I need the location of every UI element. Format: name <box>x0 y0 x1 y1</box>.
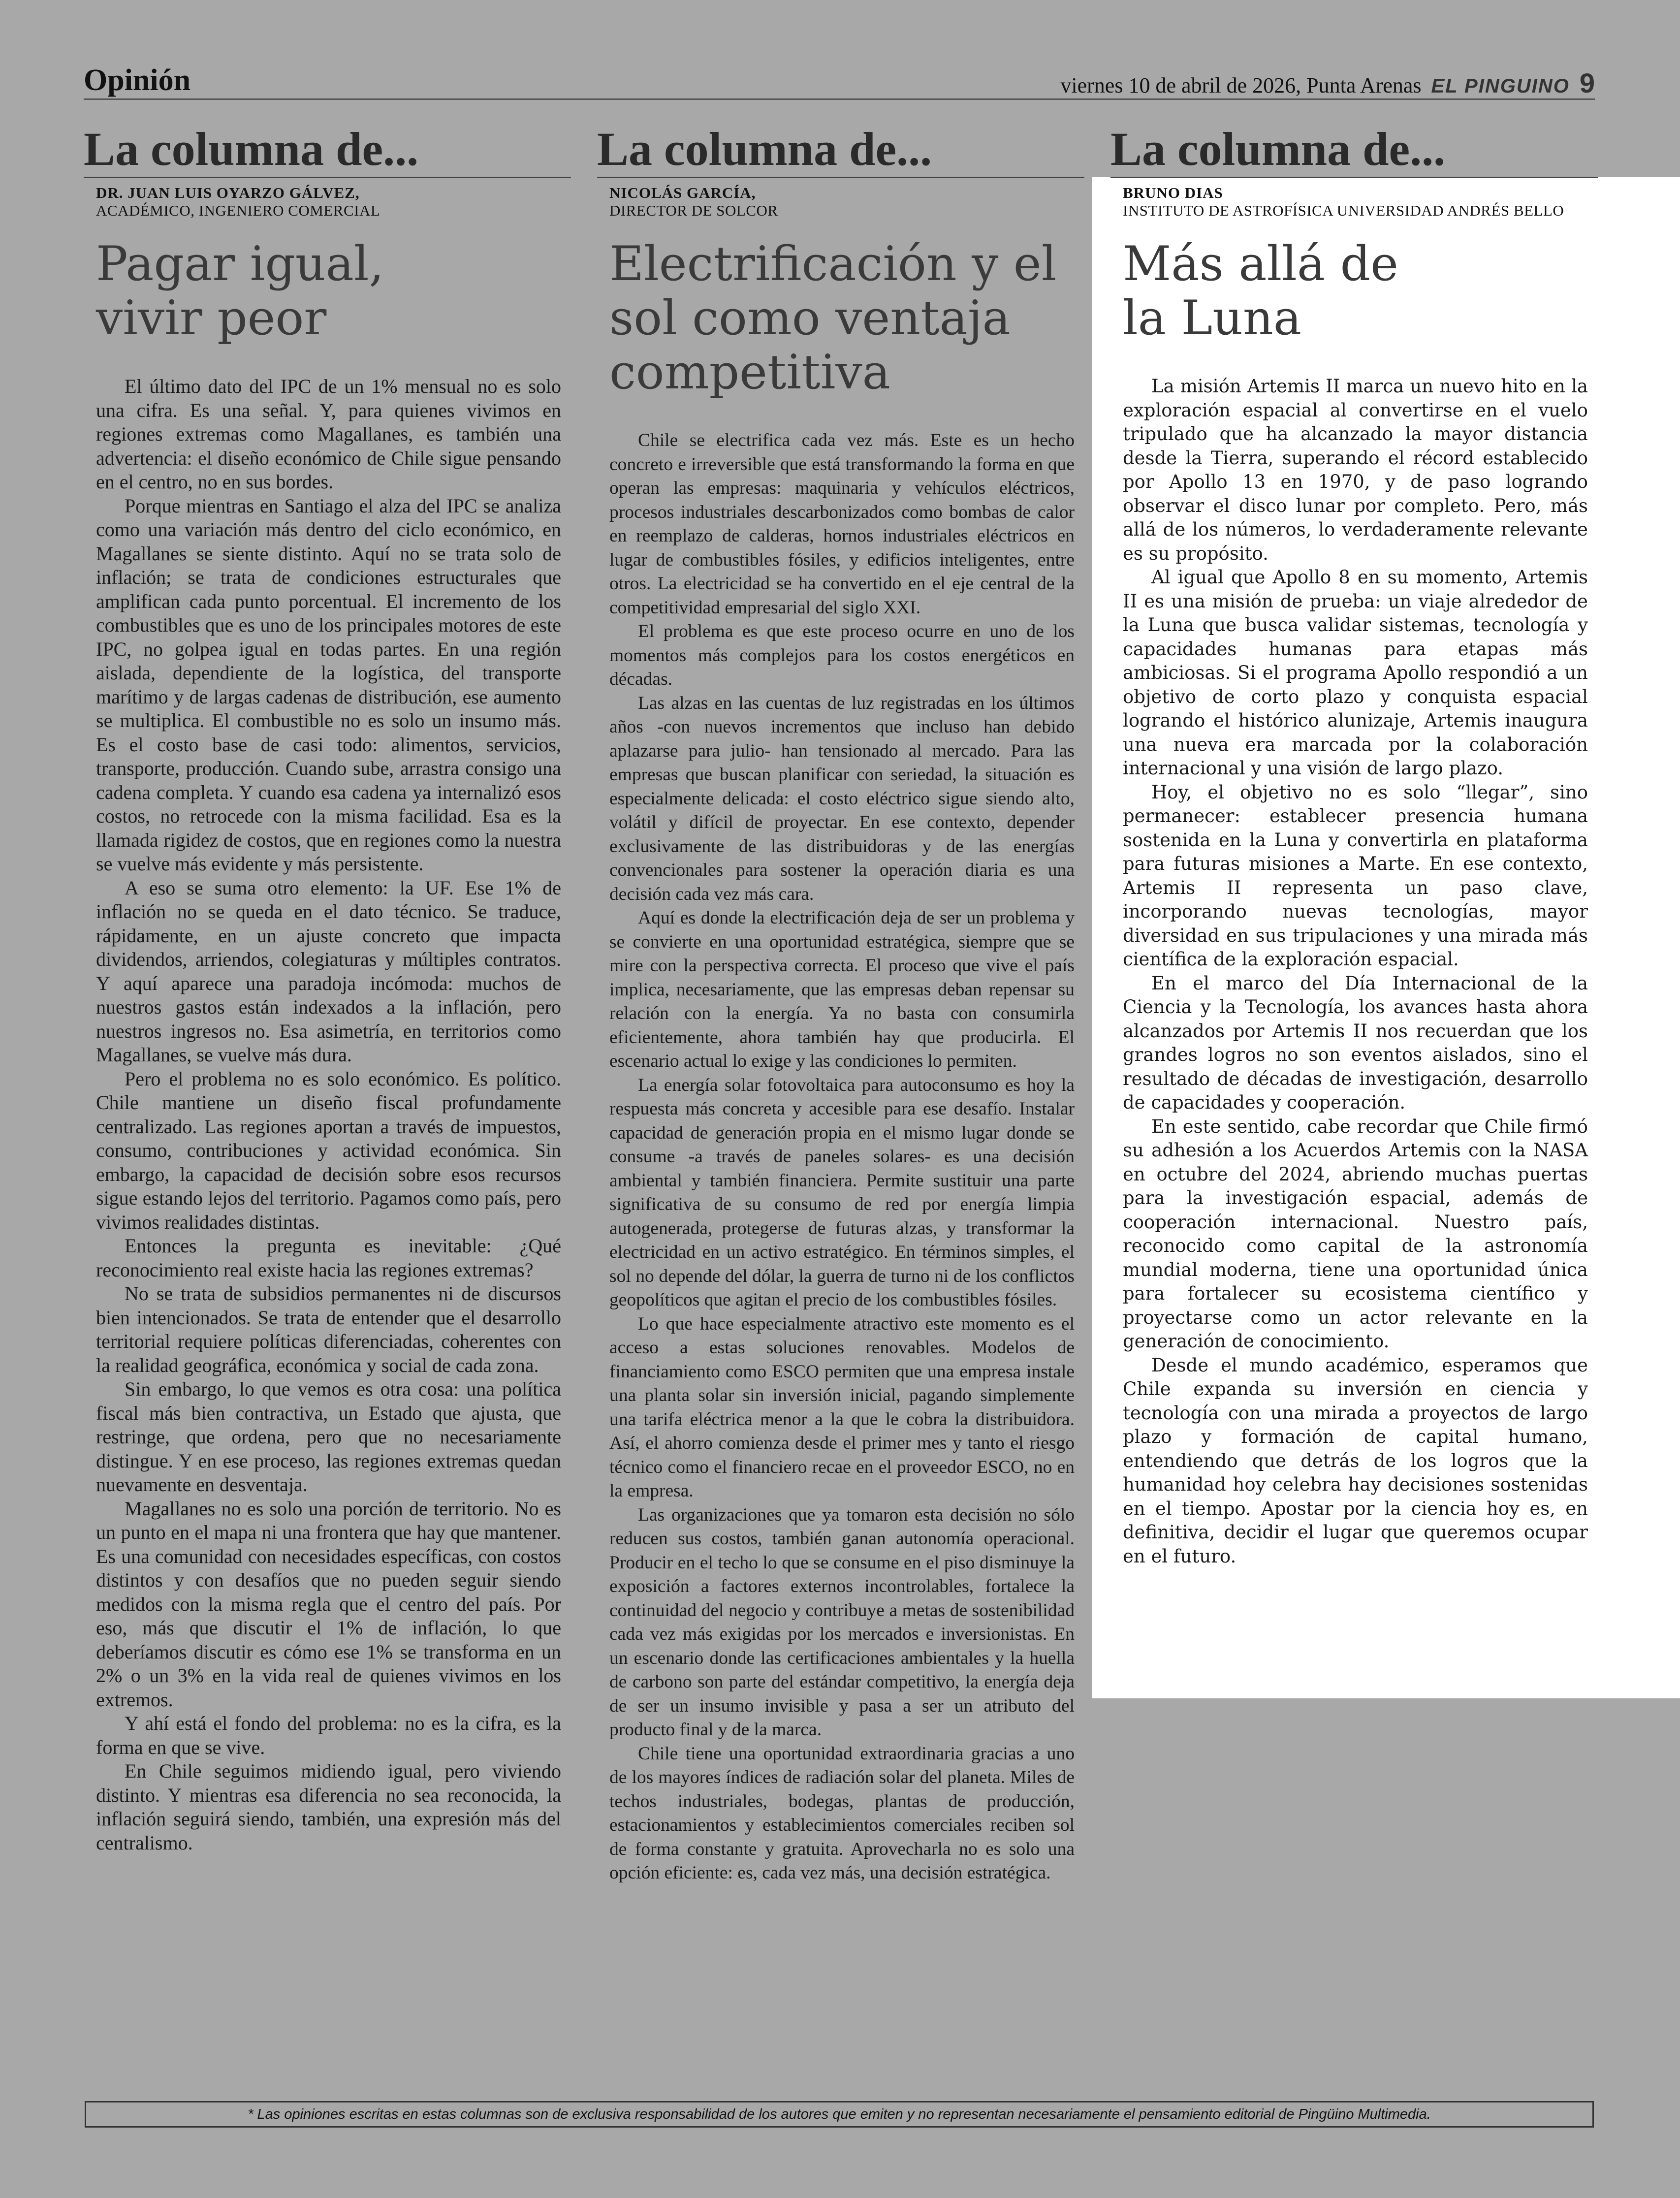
paragraph: Magallanes no es solo una porción de territorio. No es un punto en el mapa ni una frontera que hay que mantener. Es una comunidad con necesidades específicas, con costos distintos y con desafíos que no pueden seguir siendo medidos con la misma regla que el centro del país. Por eso, más que discutir el 1% de inflación, lo que deberíamos discutir es cómo ese 1% se transforma en un 2% o un 3% en la vida real de quienes vivimos en los extremos. <box>96 1497 561 1711</box>
column-kicker: La columna de... <box>597 126 1084 178</box>
paragraph: Las organizaciones que ya tomaron esta decisión no sólo reducen sus costos, también ganan autonomía operacional. Producir en el techo lo que se consume en el piso disminuye la exposición a factores externos incontrolables, fortalece la continuidad del negocio y contribuye a metas de sostenibilidad cada vez más exigidas por los mercados e inversionistas. En un escenario donde las certificaciones ambientales y la huella de carbono son parte del estándar competitivo, la energía deja de ser un insumo invisible y pasa a ser un atributo del producto final y de la marca. <box>609 1504 1075 1740</box>
issue-date: viernes 10 de abril de 2026, Punta Arenas <box>1060 73 1422 97</box>
author-role: ACADÉMICO, INGENIERO COMERCIAL <box>96 202 380 219</box>
paragraph: En Chile seguimos midiendo igual, pero viviendo distinto. Y mientras esa diferencia no sea reconocida, la inflación seguirá siendo, también, una expresión más del centralismo. <box>96 1760 561 1854</box>
article-headline <box>96 237 571 345</box>
paragraph: Porque mientras en Santiago el alza del IPC se analiza como una variación más dentro del ciclo económico, en Magallanes se siente distinto. Aquí no se trata solo de inflación; se trata de condiciones estructurales que amplifican cada punto porcentual. El incremento de los combustibles que es uno de los principales motores de este IPC, no golpea igual en todas partes. En una región aislada, dependiente de la logística, del transporte marítimo y de largas cadenas de distribución, ese aumento se multiplica. El combustible no es solo un insumo más. Es el costo base de casi todo: alimentos, servicios, transporte, producción. Cuando sube, arrastra consigo una cadena completa. Y cuando esa cadena ya internalizó esos costos, no retrocede con la misma facilidad. Esa es la llamada rigidez de costos, que en regiones como la nuestra se vuelve más evidente y más persistente. <box>96 494 561 875</box>
article-body <box>1123 375 1588 1568</box>
article-headline <box>1123 237 1598 345</box>
opinion-column-2 <box>597 123 1084 1885</box>
paragraph: Aquí es donde la electrificación deja de ser un problema y se convierte en una oportunidad estratégica, siempre que se mire con la perspectiva correcta. El proceso que vive el país implica, necesariamente, que las empresas deban repensar su relación con la energía. Ya no basta con consumirla eficientemente, ahora también hay que producirla. El escenario actual lo exige y las condiciones lo permiten. <box>609 908 1075 1071</box>
author-role: INSTITUTO DE ASTROFÍSICA UNIVERSIDAD ANDRÉS BELLO <box>1123 202 1564 219</box>
paragraph: El último dato del IPC de un 1% mensual no es solo una cifra. Es una señal. Y, para quienes vivimos en regiones extremas como Magallanes, es también una advertencia: el diseño económico de Chile sigue pensando en el centro, no en sus bordes. <box>96 375 561 493</box>
paragraph: Las alzas en las cuentas de luz registradas en los últimos años -con nuevos incrementos que incluso han debido aplazarse para julio- han tensionado al mercado. Para las empresas que buscan planificar con seriedad, la situación es especialmente delicada: el costo eléctrico sigue siendo alto, volátil y difícil de proyectar. En ese contexto, depender exclusivamente de las distribuidoras y de las energías convencionales para sostener la operación diaria es una decisión cada vez más cara. <box>609 693 1075 904</box>
date-line <box>1060 67 1595 99</box>
paragraph: El problema es que este proceso ocurre en uno de los momentos más complejos para los costos energéticos en décadas. <box>609 621 1075 689</box>
paragraph: Lo que hace especialmente atractivo este momento es el acceso a estas soluciones renovables. Modelos de financiamiento como ESCO permiten que una empresa instale una planta solar sin inversión inicial, pagando simplemente una tarifa eléctrica menor a la que le cobra la distribuidora. Así, el ahorro comienza desde el primer mes y tanto el riesgo técnico como el financiero recae en el proveedor ESCO, no en la empresa. <box>609 1313 1075 1501</box>
paragraph: La energía solar fotovoltaica para autoconsumo es hoy la respuesta más concreta y accesible para ese desafío. Instalar capacidad de generación propia en el mismo lugar donde se consume -a través de paneles solares- es una decisión ambiental y también financiera. Permite sustituir una parte significativa de su consumo de red por energía limpia autogenerada, protegerse de futuras alzas, y transformar la electricidad en un activo estratégico. En términos simples, el sol no depende del dólar, la guerra de turno ni de los conflictos geopolíticos que agitan el precio de los combustibles fósiles. <box>609 1075 1075 1310</box>
paragraph: Sin embargo, lo que vemos es otra cosa: una política fiscal más bien contractiva, un Estado que ajusta, que restringe, que ordena, pero que no necesariamente distingue. Y en ese proceso, las regiones extremas quedan nuevamente en desventaja. <box>96 1378 561 1496</box>
paragraph: Pero el problema no es solo económico. Es político. Chile mantiene un diseño fiscal profundamente centralizado. Las regiones aportan a través de impuestos, consumo, contribuciones y actividad económica. Sin embargo, la capacidad de decisión sobre esos recursos sigue estando lejos del territorio. Pagamos como país, pero vivimos realidades distintas. <box>96 1067 561 1233</box>
paragraph: Al igual que Apollo 8 en su momento, Artemis II es una misión de prueba: un viaje alrededor de la Luna que busca validar sistemas, tecnología y capacidades humanas para etapas más ambiciosas. Si el programa Apollo respondió a un objetivo de corto plazo y conquista espacial logrando el histórico alunizaje, Artemis inaugura una nueva era marcada por la colaboración internacional y una visión de largo plazo. <box>1123 567 1588 779</box>
paragraph: A eso se suma otro elemento: la UF. Ese 1% de inflación no se queda en el dato técnico. Se traduce, rápidamente, en un ajuste concreto que impacta dividendos, arriendos, colegiaturas y múltiples contratos. Y aquí aparece una paradoja incómoda: muchos de nuestros gastos están indexados a la inflación, pero nuestros ingresos no. Esa asimetría, en territorios como Magallanes, se vuelve más dura. <box>96 876 561 1066</box>
paragraph: En el marco del Día Internacional de la Ciencia y la Tecnología, los avances hasta ahora alcanzados por Artemis II nos recuerdan que los grandes logros no son eventos aislados, sino el resultado de décadas de investigación, desarrollo de capacidades y cooperación. <box>1123 972 1588 1113</box>
paragraph: Desde el mundo académico, esperamos que Chile expanda su inversión en ciencia y tecnología con una mirada a proyectos de largo plazo y formación de capital humano, entendiendo que detrás de los logros que la humanidad hoy celebra hay decisiones sostenidas en el tiempo. Apostar por la ciencia hoy es, en definitiva, decidir el lugar que queremos ocupar en el futuro. <box>1123 1354 1588 1567</box>
paragraph: No se trata de subsidios permanentes ni de discursos bien intencionados. Se trata de entender que el desarrollo territorial requiere políticas diferenciadas, coherentes con la realidad geográfica, económica y social de cada zona. <box>96 1282 561 1376</box>
headline-line: competitiva <box>609 345 890 400</box>
paragraph: Y ahí está el fondo del problema: no es la cifra, es la forma en que se vive. <box>96 1712 561 1758</box>
author-name: BRUNO DIAS <box>1123 184 1223 201</box>
article-body <box>609 429 1075 1885</box>
page-header <box>84 59 1595 100</box>
opinion-column-3 <box>1110 123 1598 1568</box>
paragraph: En este sentido, cabe recordar que Chile firmó su adhesión a los Acuerdos Artemis con la NASA en octubre del 2024, abriendo muchas puertas para la investigación espacial, además de cooperación internacional. Nuestro país, reconocido como capital de la astronomía mundial moderna, tiene una oportunidad única para fortalecer su ecosistema científico y proyectarse como un actor relevante en la generación de conocimiento. <box>1123 1115 1588 1352</box>
paragraph: Chile tiene una oportunidad extraordinaria gracias a uno de los mayores índices de radiación solar del planeta. Miles de techos industriales, bodegas, plantas de producción, estacionamientos y establecimientos comerciales reciben sol de forma constante y gratuita. Aprovecharla no es solo una opción eficiente: es, cada vez más, una decisión estratégica. <box>609 1743 1075 1883</box>
headline-line: la Luna <box>1123 290 1302 346</box>
paragraph: La misión Artemis II marca un nuevo hito en la exploración espacial al convertirse en el vuelo tripulado que ha alcanzado la mayor distancia desde la Tierra, superando el récord establecido por Apollo 13 en 1970, y de paso logrando observar el disco lunar por completo. Pero, más allá de los números, lo verdaderamente relevante es su propósito. <box>1123 376 1588 564</box>
headline-line: vivir peor <box>96 290 327 346</box>
article-body <box>96 375 561 1855</box>
page-number: 9 <box>1579 67 1595 98</box>
article-headline <box>609 237 1084 399</box>
column-kicker: La columna de... <box>84 126 571 178</box>
headline-line: sol como ventaja <box>609 290 1011 346</box>
paragraph: Chile se electrifica cada vez más. Este es un hecho concreto e irreversible que está transformando la forma en que operan las empresas: maquinaria y vehículos eléctricos, procesos industriales descarbonizados como bombas de calor en reemplazo de calderas, hornos industriales eléctricos en lugar de combustibles fósiles, y edificios inteligentes, entre otros. La electricidad se ha convertido en el eje central de la competitividad empresarial del siglo XXI. <box>609 430 1075 618</box>
author-role: DIRECTOR DE SOLCOR <box>609 202 778 219</box>
headline-line: Electrificación y el <box>609 236 1057 291</box>
column-kicker: La columna de... <box>1110 126 1598 178</box>
paragraph: Hoy, el objetivo no es solo “llegar”, sino permanecer: establecer presencia humana sostenida en la Luna y convertirla en plataforma para futuras misiones a Marte. En ese contexto, Artemis II representa un paso clave, incorporando nuevas tecnologías, mayor diversidad en sus tripulaciones y una mirada más científica de la exploración espacial. <box>1123 781 1588 970</box>
author-name: DR. JUAN LUIS OYARZO GÁLVEZ, <box>96 184 360 201</box>
author-name: NICOLÁS GARCÍA, <box>609 184 756 201</box>
newspaper-logo: EL PINGUINO <box>1431 75 1570 97</box>
headline-line: Más allá de <box>1123 236 1398 291</box>
opinion-column-1 <box>84 123 571 1855</box>
headline-line: Pagar igual, <box>96 236 384 291</box>
paragraph: Entonces la pregunta es inevitable: ¿Qué reconocimiento real existe hacia las regiones extremas? <box>96 1235 561 1281</box>
footer-disclaimer: * Las opiniones escritas en estas columnas son de exclusiva responsabilidad de los autores que emiten y no representan necesariamente el pensamiento editorial de Pingüino Multimedia. <box>85 2101 1594 2128</box>
section-title: Opinión <box>84 64 191 97</box>
